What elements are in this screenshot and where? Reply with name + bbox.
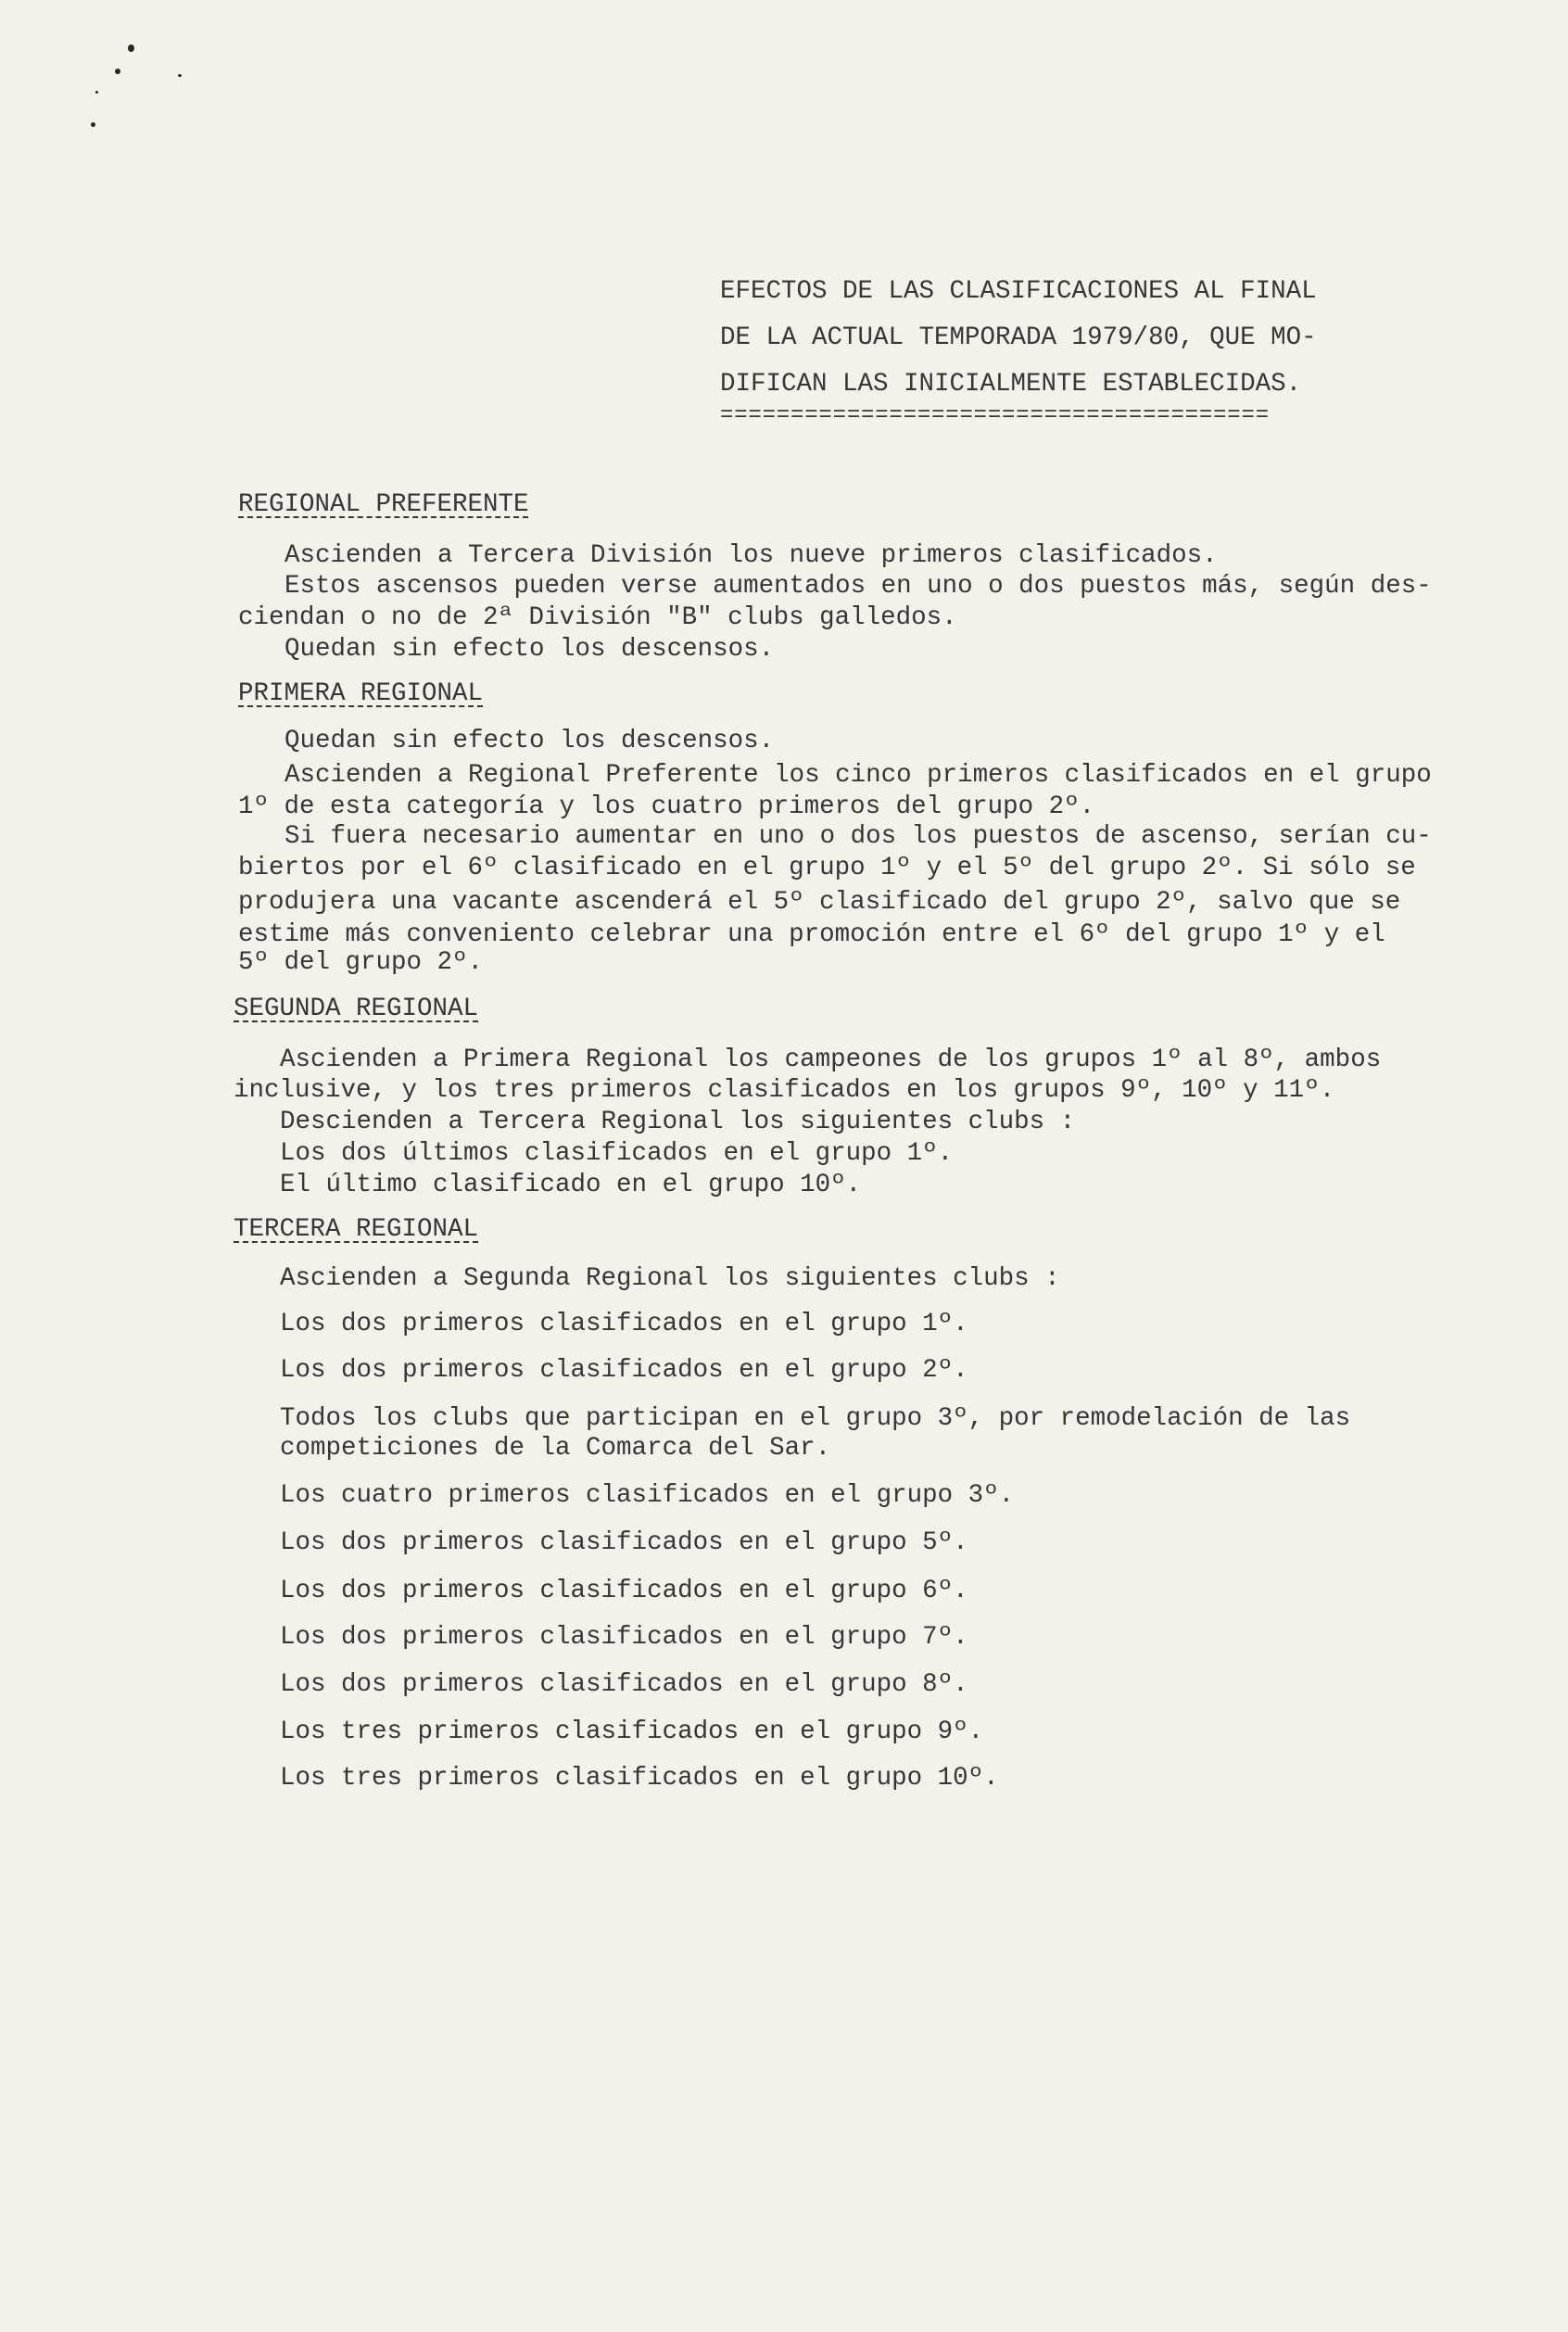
section-heading-segunda-regional: SEGUNDA REGIONAL — [234, 995, 479, 1023]
title-rule: ======================================= — [720, 403, 1270, 428]
ink-speck — [178, 74, 182, 77]
ink-speck — [95, 91, 98, 94]
paragraph-line: Ascienden a Regional Preferente los cinco primeros clasificados en el grupo — [285, 761, 1432, 790]
list-item: Los tres primeros clasificados en el grupo 9º. — [280, 1717, 984, 1746]
paragraph-line: estime más conveniento celebrar una promoción entre el 6º del grupo 1º y el — [238, 920, 1385, 949]
paragraph-line: El último clasificado en el grupo 10º. — [280, 1171, 862, 1199]
section-heading-regional-preferente: REGIONAL PREFERENTE — [238, 490, 529, 519]
paragraph-line: Estos ascensos pueden verse aumentados en uno o dos puestos más, según des- — [285, 572, 1432, 601]
list-item: Los dos primeros clasificados en el grupo 5º. — [280, 1528, 968, 1557]
paragraph-line: Quedan sin efecto los descensos. — [285, 635, 775, 664]
list-item: Los dos primeros clasificados en el grupo 2º. — [280, 1356, 968, 1385]
title-line: DIFICAN LAS INICIALMENTE ESTABLECIDAS. — [720, 370, 1302, 399]
paragraph-line: ciendan o no de 2ª División "B" clubs galledos. — [238, 603, 957, 632]
title-line: DE LA ACTUAL TEMPORADA 1979/80, QUE MO- — [720, 323, 1317, 352]
paragraph-line: Si fuera necesario aumentar en uno o dos los puestos de ascenso, serían cu- — [285, 822, 1432, 851]
paragraph-line: 5º del grupo 2º. — [238, 948, 484, 977]
ink-speck — [115, 69, 120, 74]
list-item: Los tres primeros clasificados en el grupo 10º. — [280, 1764, 999, 1793]
section-heading-primera-regional: PRIMERA REGIONAL — [238, 679, 484, 708]
list-item: Los dos primeros clasificados en el grupo 6º. — [280, 1577, 968, 1605]
paragraph-line: Ascienden a Tercera División los nueve primeros clasificados. — [285, 541, 1218, 570]
paragraph-line: produjera una vacante ascenderá el 5º clasificado del grupo 2º, salvo que se — [238, 888, 1401, 917]
list-item: Los dos primeros clasificados en el grupo 1º. — [280, 1310, 968, 1338]
paragraph-line: inclusive, y los tres primeros clasificados en los grupos 9º, 10º y 11º. — [234, 1076, 1335, 1105]
paragraph-line: Descienden a Tercera Regional los siguientes clubs : — [280, 1108, 1076, 1136]
section-heading-tercera-regional: TERCERA REGIONAL — [234, 1215, 479, 1244]
list-item: competiciones de la Comarca del Sar. — [280, 1434, 831, 1463]
list-item: Los dos primeros clasificados en el grupo 7º. — [280, 1623, 968, 1652]
ink-speck — [91, 122, 95, 127]
list-item: Todos los clubs que participan en el grupo 3º, por remodelación de las — [280, 1404, 1351, 1433]
paragraph-line: Quedan sin efecto los descensos. — [285, 727, 775, 755]
ink-speck — [128, 44, 134, 52]
paragraph-line: biertos por el 6º clasificado en el grupo 1º y el 5º del grupo 2º. Si sólo se — [238, 854, 1416, 882]
title-line: EFECTOS DE LAS CLASIFICACIONES AL FINAL — [720, 277, 1317, 306]
list-item: Los dos primeros clasificados en el grupo 8º. — [280, 1670, 968, 1699]
paragraph-line: 1º de esta categoría y los cuatro primeros del grupo 2º. — [238, 792, 1095, 821]
paragraph-line: Ascienden a Segunda Regional los siguientes clubs : — [280, 1264, 1060, 1293]
paragraph-line: Los dos últimos clasificados en el grupo 1º. — [280, 1139, 954, 1168]
list-item: Los cuatro primeros clasificados en el grupo 3º. — [280, 1481, 1015, 1510]
paragraph-line: Ascienden a Primera Regional los campeones de los grupos 1º al 8º, ambos — [280, 1046, 1382, 1074]
